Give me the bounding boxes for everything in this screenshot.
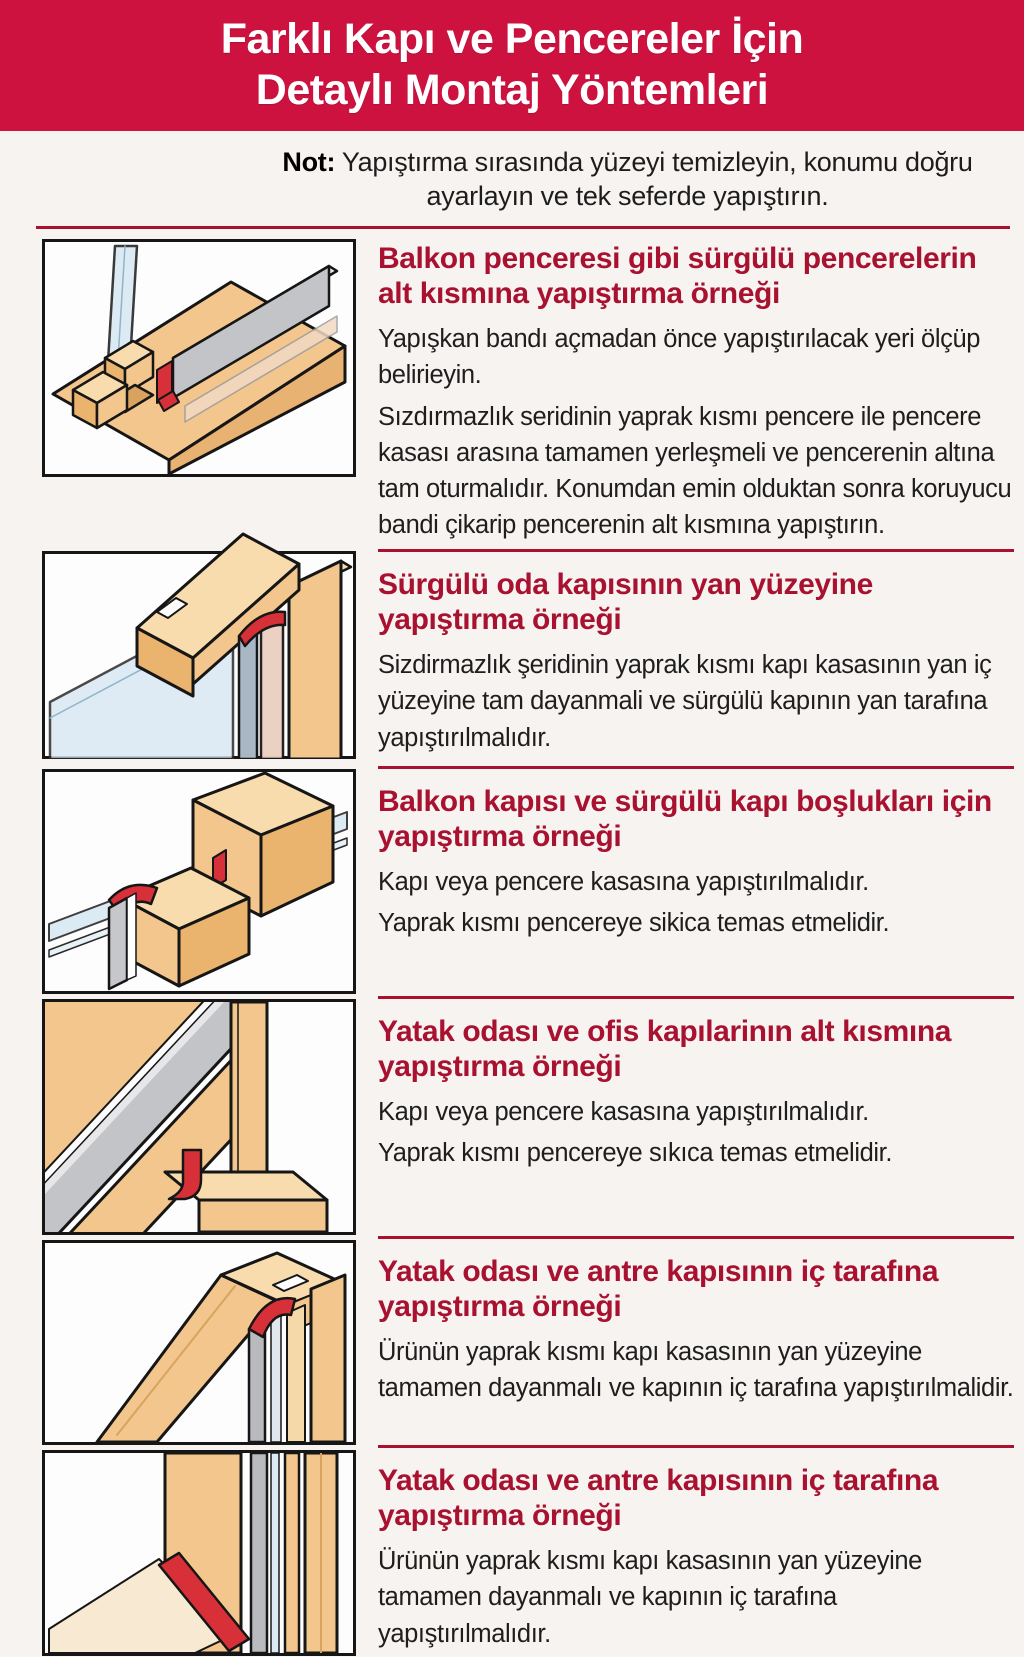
section-paragraph: Ürünün yaprak kısmı kapı kasasının yan yüzeyine tamamen dayanmalı ve kapının iç tarafına yapıştırılmalidir.	[378, 1338, 1014, 1403]
sliding-window-bottom-track-illustration	[45, 242, 353, 474]
illustration-frame-5	[42, 1240, 356, 1445]
section-paragraph: Yaprak kısmı pencereye sikica temas etmelidir.	[378, 909, 890, 938]
section-1	[0, 229, 1024, 549]
illustration-frame-1	[42, 239, 356, 477]
section-heading: Sürgülü oda kapısının yan yüzeyine yapıştırma örneği	[378, 567, 873, 636]
header-banner	[0, 0, 1024, 131]
section-paragraph: Kapı veya pencere kasasına yapıştırılmalıdır.	[378, 868, 869, 897]
section-paragraph: Yaprak kısmı pencereye sıkıca temas etmelidir.	[378, 1139, 892, 1168]
section-paragraph: Yapışkan bandı açmadan önce yapıştırılacak yeri ölçüp belirieyin.	[378, 325, 981, 390]
section-heading: Yatak odası ve antre kapısının iç tarafına yapıştırma örneği	[378, 1254, 939, 1323]
balcony-door-gap-illustration	[45, 772, 353, 991]
section-5	[0, 1236, 1024, 1445]
section-heading: Yatak odası ve ofis kapılarinın alt kısmına yapıştırma örneği	[378, 1014, 952, 1083]
note-label: Not:	[282, 147, 336, 178]
door-inner-corner-illustration	[45, 1453, 353, 1653]
section-paragraph: Ürünün yaprak kısmı kapı kasasının yan yüzeyine tamamen dayanmalı ve kapının iç tarafına yapıştırılmalıdır.	[378, 1547, 922, 1648]
section-divider	[378, 549, 1014, 552]
page-title-line-2: Detaylı Montaj Yöntemleri	[255, 65, 769, 114]
section-6	[0, 1445, 1024, 1657]
section-3	[0, 766, 1024, 996]
section-heading: Balkon kapısı ve sürgülü kapı boşlukları için yapıştırma örneği	[378, 784, 992, 853]
illustration-frame-2	[42, 551, 356, 759]
illustration-frame-6	[42, 1450, 356, 1656]
section-paragraph: Sızdırmazlık seridinin yaprak kısmı pencere ile pencere kasası arasına tamamen yerleşmeli ve pencerenin altına tam oturmalıdır. Konumdan emin olduktan sonra koruyucu bandi çikarip pencerenin alt kısmına yapıştırın.	[378, 402, 1012, 540]
section-divider	[378, 766, 1014, 769]
door-bottom-edge-illustration	[45, 1002, 353, 1232]
section-divider	[378, 1236, 1014, 1239]
section-divider	[378, 996, 1014, 999]
illustration-frame-4	[42, 999, 356, 1235]
section-heading: Yatak odası ve antre kapısının iç tarafına yapıştırma örneği	[378, 1463, 939, 1532]
illustration-frame-3	[42, 769, 356, 994]
note-text: Yapıştırma sırasında yüzeyi temizleyin, konumu doğru ayarlayın ve tek seferde yapıştırın.	[341, 147, 973, 212]
sliding-door-side-face-illustration	[45, 524, 353, 759]
door-inner-side-illustration	[45, 1243, 353, 1442]
section-paragraph: Kapı veya pencere kasasına yapıştırılmalıdır.	[378, 1098, 869, 1127]
section-heading: Balkon penceresi gibi sürgülü pencerelerin alt kısmına yapıştırma örneği	[378, 241, 977, 310]
page-title-line-1: Farklı Kapı ve Pencereler İçin	[220, 15, 804, 63]
section-divider	[378, 1445, 1014, 1448]
note	[255, 145, 1000, 213]
section-4	[0, 996, 1024, 1236]
section-paragraph: Sizdirmazlık şeridinin yaprak kısmı kapı kasasının yan iç yüzeyine tam dayanmali ve sürgülü kapının yan tarafına yapıştırılmalıdır.	[378, 651, 992, 752]
section-2	[0, 549, 1024, 766]
